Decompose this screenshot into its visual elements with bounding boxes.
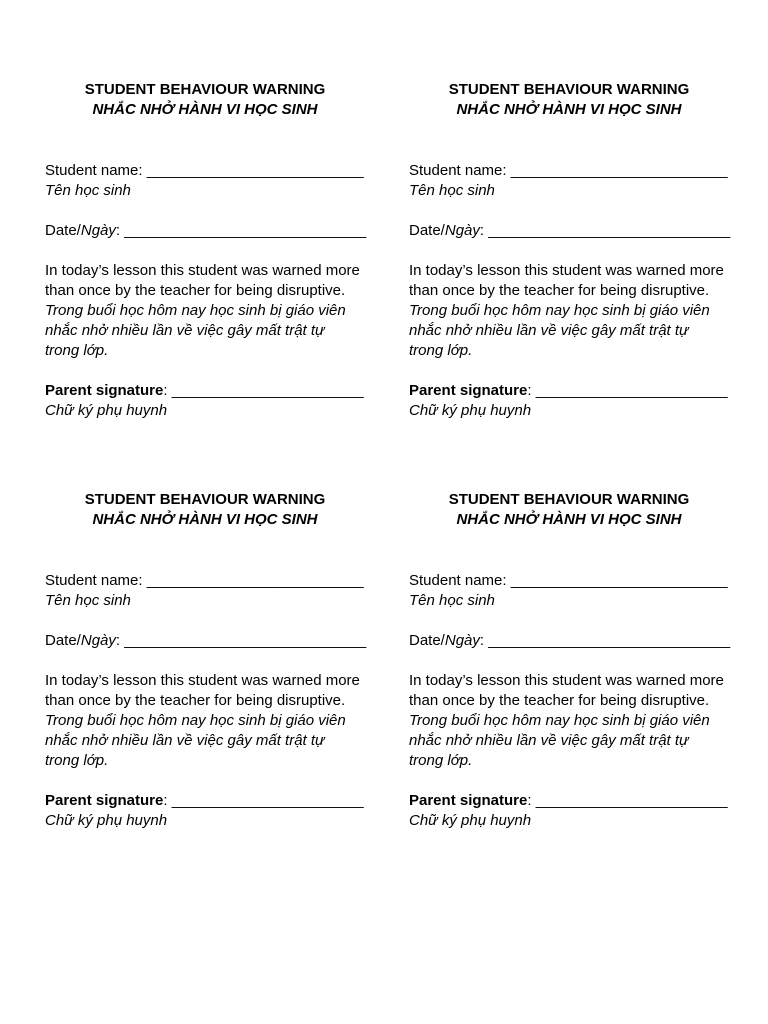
parent-signature-colon: : xyxy=(527,382,536,399)
parent-signature-blank: _______________________ xyxy=(171,792,364,809)
message-vietnamese-line: trong lớp. xyxy=(409,342,473,359)
student-name-vietnamese: Tên học sinh xyxy=(409,592,495,609)
date-label-vietnamese: Ngày xyxy=(444,632,480,649)
student-name-blank: __________________________ xyxy=(510,162,728,179)
message-vietnamese-line: Trong buổi học hôm nay học sinh bị giáo viên xyxy=(409,302,710,319)
message-vietnamese-line: trong lớp. xyxy=(45,342,109,359)
student-name-blank: __________________________ xyxy=(146,572,364,589)
message-english-line: than once by the teacher for being disruptive. xyxy=(409,692,710,709)
message-english-line: In today’s lesson this student was warned more xyxy=(409,672,724,689)
date-label: Date/ xyxy=(45,222,81,239)
warning-message xyxy=(45,261,375,361)
parent-signature-vietnamese: Chữ ký phụ huynh xyxy=(45,402,168,419)
student-name-row xyxy=(45,161,375,181)
parent-signature-row xyxy=(45,791,375,811)
message-vietnamese-line: nhắc nhở nhiều lần về việc gây mất trật tự xyxy=(45,322,325,339)
parent-signature-label: Parent signature xyxy=(45,792,164,809)
date-label-vietnamese: Ngày xyxy=(80,222,116,239)
parent-signature-row xyxy=(409,791,739,811)
student-name-row xyxy=(45,571,375,591)
card-title xyxy=(45,80,365,120)
date-row xyxy=(45,221,375,241)
student-name-vietnamese: Tên học sinh xyxy=(45,592,131,609)
title-vietnamese: NHẮC NHỞ HÀNH VI HỌC SINH xyxy=(456,511,682,528)
warning-message xyxy=(409,261,739,361)
warning-message xyxy=(409,671,739,771)
message-english-line: In today’s lesson this student was warned more xyxy=(45,262,360,279)
student-name-label: Student name: xyxy=(409,162,511,179)
message-english-line: than once by the teacher for being disruptive. xyxy=(409,282,710,299)
parent-signature-row xyxy=(409,381,739,401)
warning-message xyxy=(45,671,375,771)
parent-signature-blank: _______________________ xyxy=(535,382,728,399)
date-label: Date/ xyxy=(45,632,81,649)
date-label-vietnamese: Ngày xyxy=(444,222,480,239)
student-name-label: Student name: xyxy=(45,572,147,589)
student-name-label: Student name: xyxy=(409,572,511,589)
parent-signature-colon: : xyxy=(163,792,172,809)
date-label-vietnamese: Ngày xyxy=(80,632,116,649)
message-vietnamese-line: trong lớp. xyxy=(409,752,473,769)
date-row xyxy=(409,631,739,651)
warning-card-top-left xyxy=(45,80,375,421)
card-title xyxy=(409,80,729,120)
parent-signature-vietnamese: Chữ ký phụ huynh xyxy=(409,812,532,829)
title-vietnamese: NHẮC NHỞ HÀNH VI HỌC SINH xyxy=(456,101,682,118)
parent-signature-colon: : xyxy=(163,382,172,399)
message-english-line: than once by the teacher for being disruptive. xyxy=(45,692,346,709)
date-blank: _____________________________ xyxy=(124,632,367,649)
title-english: STUDENT BEHAVIOUR WARNING xyxy=(448,491,690,508)
title-english: STUDENT BEHAVIOUR WARNING xyxy=(448,81,690,98)
card-title xyxy=(45,490,365,530)
date-colon: : xyxy=(115,632,125,649)
message-vietnamese-line: Trong buổi học hôm nay học sinh bị giáo viên xyxy=(409,712,710,729)
warning-card-bottom-right xyxy=(409,490,739,831)
parent-signature-vietnamese: Chữ ký phụ huynh xyxy=(45,812,168,829)
message-english-line: In today’s lesson this student was warned more xyxy=(409,262,724,279)
title-vietnamese: NHẮC NHỞ HÀNH VI HỌC SINH xyxy=(92,101,318,118)
message-vietnamese-line: Trong buổi học hôm nay học sinh bị giáo viên xyxy=(45,302,346,319)
message-vietnamese-line: trong lớp. xyxy=(45,752,109,769)
warning-card-bottom-left xyxy=(45,490,375,831)
student-name-vietnamese: Tên học sinh xyxy=(409,182,495,199)
date-colon: : xyxy=(479,632,489,649)
parent-signature-label: Parent signature xyxy=(45,382,164,399)
parent-signature-colon: : xyxy=(527,792,536,809)
message-vietnamese-line: nhắc nhở nhiều lần về việc gây mất trật tự xyxy=(409,322,689,339)
title-english: STUDENT BEHAVIOUR WARNING xyxy=(84,81,326,98)
student-name-row xyxy=(409,571,739,591)
student-name-row xyxy=(409,161,739,181)
title-english: STUDENT BEHAVIOUR WARNING xyxy=(84,491,326,508)
date-blank: _____________________________ xyxy=(124,222,367,239)
message-english-line: In today’s lesson this student was warned more xyxy=(45,672,360,689)
student-name-vietnamese: Tên học sinh xyxy=(45,182,131,199)
parent-signature-vietnamese: Chữ ký phụ huynh xyxy=(409,402,532,419)
message-english-line: than once by the teacher for being disruptive. xyxy=(45,282,346,299)
parent-signature-row xyxy=(45,381,375,401)
title-vietnamese: NHẮC NHỞ HÀNH VI HỌC SINH xyxy=(92,511,318,528)
date-blank: _____________________________ xyxy=(488,222,731,239)
message-vietnamese-line: nhắc nhở nhiều lần về việc gây mất trật tự xyxy=(409,732,689,749)
parent-signature-blank: _______________________ xyxy=(535,792,728,809)
message-vietnamese-line: Trong buổi học hôm nay học sinh bị giáo viên xyxy=(45,712,346,729)
message-vietnamese-line: nhắc nhở nhiều lần về việc gây mất trật tự xyxy=(45,732,325,749)
date-row xyxy=(409,221,739,241)
date-colon: : xyxy=(479,222,489,239)
date-label: Date/ xyxy=(409,632,445,649)
date-blank: _____________________________ xyxy=(488,632,731,649)
date-label: Date/ xyxy=(409,222,445,239)
parent-signature-blank: _______________________ xyxy=(171,382,364,399)
warning-card-top-right xyxy=(409,80,739,421)
parent-signature-label: Parent signature xyxy=(409,792,528,809)
student-name-label: Student name: xyxy=(45,162,147,179)
student-name-blank: __________________________ xyxy=(510,572,728,589)
parent-signature-label: Parent signature xyxy=(409,382,528,399)
student-name-blank: __________________________ xyxy=(146,162,364,179)
card-title xyxy=(409,490,729,530)
date-colon: : xyxy=(115,222,125,239)
date-row xyxy=(45,631,375,651)
